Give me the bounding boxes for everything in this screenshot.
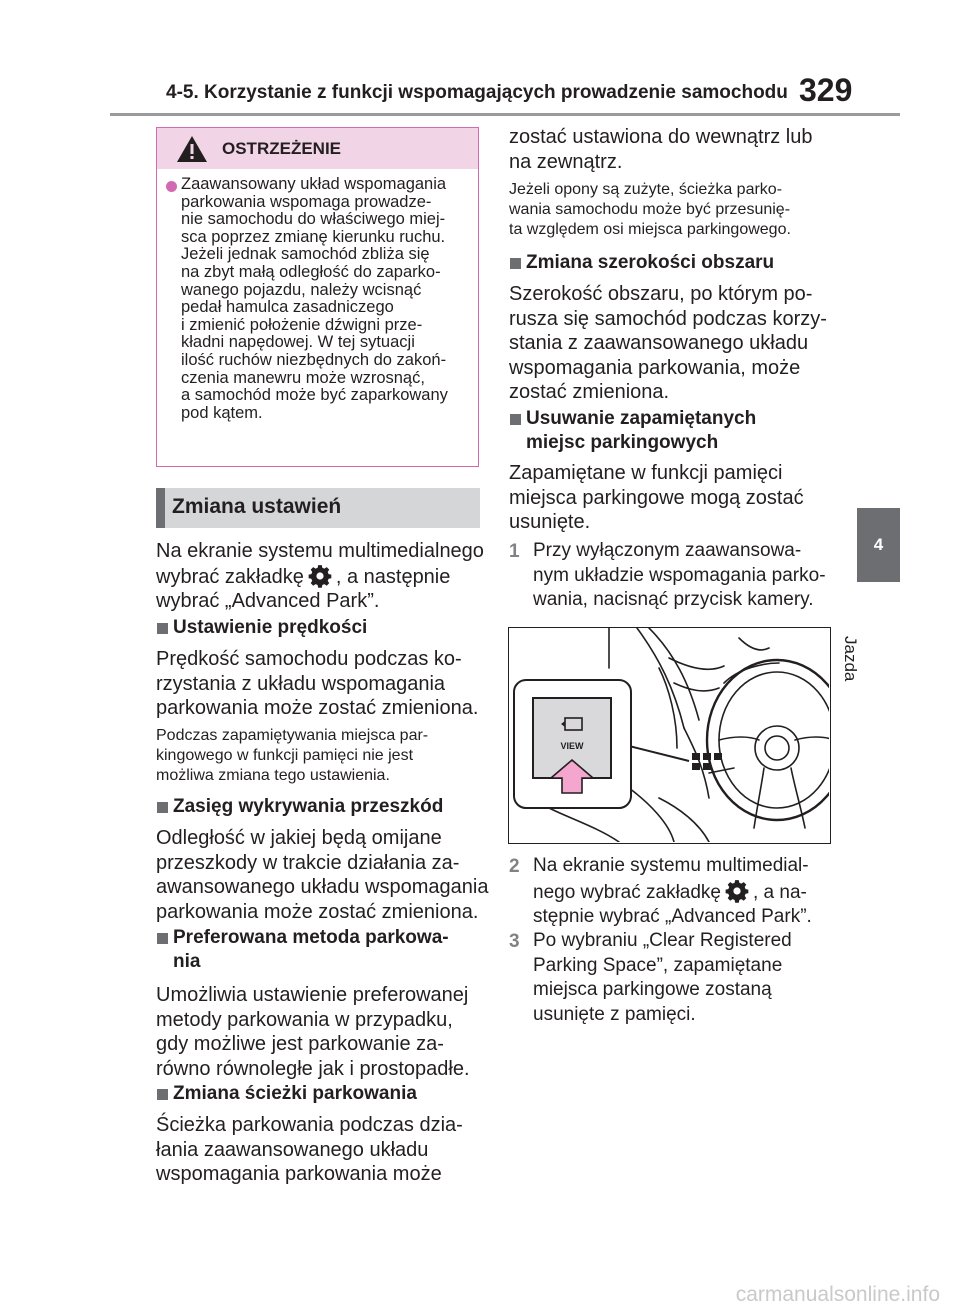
intro-line bbox=[156, 564, 484, 590]
text-line: gdy możliwe jest parkowanie za- bbox=[156, 1033, 444, 1055]
text-line: Odległość w jakiej będą omijane bbox=[156, 827, 442, 849]
note-line: Podczas zapamiętywania miejsca par- bbox=[156, 727, 429, 744]
warning-line: kładni napędowej. W tej sytuacji bbox=[181, 333, 415, 352]
warning-line: ilość ruchów niezbędnych do zakoń- bbox=[181, 350, 447, 369]
warning-header bbox=[157, 128, 478, 169]
chapter-tab: 4 bbox=[857, 508, 900, 582]
warning-line: wanego pojazdu, należy wcisnąć bbox=[181, 280, 422, 299]
chapter-label-text: Jazda bbox=[841, 636, 860, 682]
path-continued-paragraph bbox=[509, 125, 813, 174]
text-line: wspomagania parkowania może bbox=[156, 1163, 442, 1185]
intro-paragraph bbox=[156, 539, 484, 614]
warning-box bbox=[156, 127, 479, 467]
text-line: rzystania z układu wspomagania bbox=[156, 672, 446, 695]
range-paragraph bbox=[156, 826, 488, 924]
text-line: usunięte. bbox=[509, 511, 591, 533]
delete-heading bbox=[526, 407, 756, 455]
header-rule bbox=[110, 113, 900, 116]
steering-buttons bbox=[692, 753, 722, 770]
heading-square-icon bbox=[157, 623, 168, 634]
text-line: przeszkody w trakcie działania za- bbox=[156, 851, 460, 874]
text-line: Ścieżka parkowania podczas dzia- bbox=[156, 1114, 463, 1136]
text-line: Przy wyłączonym zaawansowa- bbox=[533, 540, 802, 561]
text-line: Prędkość samochodu podczas ko- bbox=[156, 648, 462, 670]
text-line: miejsca parkingowe mogą zostać bbox=[509, 486, 804, 509]
warning-line: sca poprzez zmianę kierunku ruchu. bbox=[181, 227, 446, 246]
speed-heading: Ustawienie prędkości bbox=[173, 617, 368, 638]
text-line: miejsca parkingowe zostaną bbox=[533, 979, 772, 1000]
text-line: łania zaawansowanego układu bbox=[156, 1138, 429, 1161]
warning-text bbox=[181, 176, 473, 422]
warning-line: Jeżeli jednak samochód zbliża się bbox=[181, 245, 430, 264]
intro-text: , a następnie bbox=[335, 565, 451, 588]
text-line: Szerokość obszaru, po którym po- bbox=[509, 283, 813, 305]
heading-line: nia bbox=[173, 951, 201, 972]
warning-line: pod kątem. bbox=[181, 403, 263, 422]
text-line: równo równoległe jak i prostopadłe. bbox=[156, 1057, 470, 1080]
text-line: wspomagania parkowania, może bbox=[509, 356, 801, 379]
text-line: stępnie wybrać „Advanced Park”. bbox=[533, 906, 812, 927]
speed-note bbox=[156, 726, 428, 786]
text-line: Umożliwia ustawienie preferowanej bbox=[156, 984, 469, 1006]
width-paragraph bbox=[509, 282, 827, 405]
speed-paragraph bbox=[156, 647, 478, 721]
range-heading: Zasięg wykrywania przeszkód bbox=[173, 796, 444, 817]
note-line: możliwa zmiana tego ustawienia. bbox=[156, 767, 390, 784]
step-text: nego wybrać zakładkę bbox=[533, 881, 721, 903]
warning-line: Zaawansowany układ wspomagania bbox=[181, 175, 447, 193]
text-line: Parking Space”, zapamiętane bbox=[533, 954, 783, 976]
note-line: ta względem osi miejsca parkingowego. bbox=[509, 221, 791, 238]
warning-line: i zmienić położenie dźwigni prze- bbox=[181, 315, 423, 334]
path-heading: Zmiana ścieżki parkowania bbox=[173, 1083, 417, 1104]
text-line: usunięte z pamięci. bbox=[533, 1003, 696, 1025]
section-heading bbox=[156, 488, 480, 528]
method-paragraph bbox=[156, 983, 470, 1081]
warning-line: nie samochodu do właściwego miej- bbox=[181, 210, 446, 229]
text-line: zostać ustawiona do wewnątrz lub bbox=[509, 126, 813, 148]
chapter-label bbox=[841, 596, 900, 682]
heading-square-icon bbox=[157, 802, 168, 813]
page-number: 329 bbox=[799, 72, 853, 108]
steering-wheel-illustration bbox=[509, 628, 829, 842]
section-heading-text: Zmiana ustawień bbox=[172, 495, 342, 518]
text-line: rusza się samochód podczas korzy- bbox=[509, 307, 827, 330]
note-line: kingowego w funkcji pamięci nie jest bbox=[156, 747, 414, 764]
text-line: parkowania może zostać zmieniona. bbox=[156, 900, 479, 923]
heading-square-icon bbox=[157, 1089, 168, 1100]
step-text: , a na- bbox=[753, 881, 807, 903]
text-line: zostać zmieniona. bbox=[509, 381, 670, 403]
heading-square-icon bbox=[510, 258, 521, 269]
note-line: Jeżeli opony są zużyte, ścieżka parko- bbox=[509, 181, 783, 198]
view-button-label: VIEW bbox=[560, 741, 584, 751]
heading-line: miejsc parkingowych bbox=[526, 432, 719, 453]
intro-text: wybrać zakładkę bbox=[156, 565, 304, 588]
text-line: parkowania może zostać zmieniona. bbox=[156, 697, 479, 719]
text-line: awansowanego układu wspomagania bbox=[156, 876, 489, 898]
section-title: 4-5. Korzystanie z funkcji wspomagających prowadzenie samochodu bbox=[166, 82, 788, 103]
step-number: 2 bbox=[509, 856, 520, 877]
text-line: Zapamiętane w funkcji pamięci bbox=[509, 462, 783, 484]
warning-bullet bbox=[166, 181, 177, 192]
heading-square-icon bbox=[510, 414, 521, 425]
text-line bbox=[533, 879, 812, 906]
gear-icon bbox=[725, 879, 749, 903]
text-line: Na ekranie systemu multimedial- bbox=[533, 855, 809, 876]
text-line: metody parkowania w przypadku, bbox=[156, 1008, 453, 1031]
warning-line: pedał hamulca zasadniczego bbox=[181, 298, 394, 317]
watermark: carmanualsonline.info bbox=[735, 1283, 940, 1306]
dashboard-illustration bbox=[508, 627, 831, 844]
warning-label: OSTRZEŻENIE bbox=[222, 138, 342, 158]
warning-line: czenia manewru może wzrosnąć, bbox=[181, 368, 425, 387]
method-heading bbox=[173, 926, 449, 974]
warning-line: a samochód może być zaparkowany bbox=[181, 386, 448, 405]
gear-icon bbox=[308, 564, 332, 588]
intro-line: Na ekranie systemu multimedialnego bbox=[156, 540, 484, 562]
step-number: 1 bbox=[509, 541, 520, 562]
step-3-text bbox=[533, 929, 792, 1027]
step-number: 3 bbox=[509, 931, 520, 952]
delete-paragraph bbox=[509, 461, 804, 535]
heading-line: Usuwanie zapamiętanych bbox=[526, 408, 757, 429]
path-paragraph bbox=[156, 1113, 463, 1187]
text-line: Po wybraniu „Clear Registered bbox=[533, 930, 792, 951]
text-line: nym układzie wspomagania parko- bbox=[533, 564, 826, 586]
path-note bbox=[509, 180, 791, 240]
warning-line: parkowania wspomaga prowadze- bbox=[181, 192, 432, 211]
heading-square-icon bbox=[157, 933, 168, 944]
warning-triangle-icon bbox=[176, 135, 208, 163]
text-line: na zewnątrz. bbox=[509, 150, 623, 173]
intro-line: wybrać „Advanced Park”. bbox=[156, 590, 380, 612]
text-line: stania z zaawansowanego układu bbox=[509, 332, 809, 354]
section-accent bbox=[156, 488, 165, 528]
step-2-text bbox=[533, 854, 812, 930]
note-line: wania samochodu może być przesunię- bbox=[509, 201, 791, 218]
width-heading: Zmiana szerokości obszaru bbox=[526, 252, 775, 273]
text-line: wania, nacisnąć przycisk kamery. bbox=[533, 589, 814, 610]
warning-line: na zbyt małą odległość do zaparko- bbox=[181, 262, 441, 281]
heading-line: Preferowana metoda parkowa- bbox=[173, 927, 449, 948]
step-1-text bbox=[533, 539, 826, 613]
